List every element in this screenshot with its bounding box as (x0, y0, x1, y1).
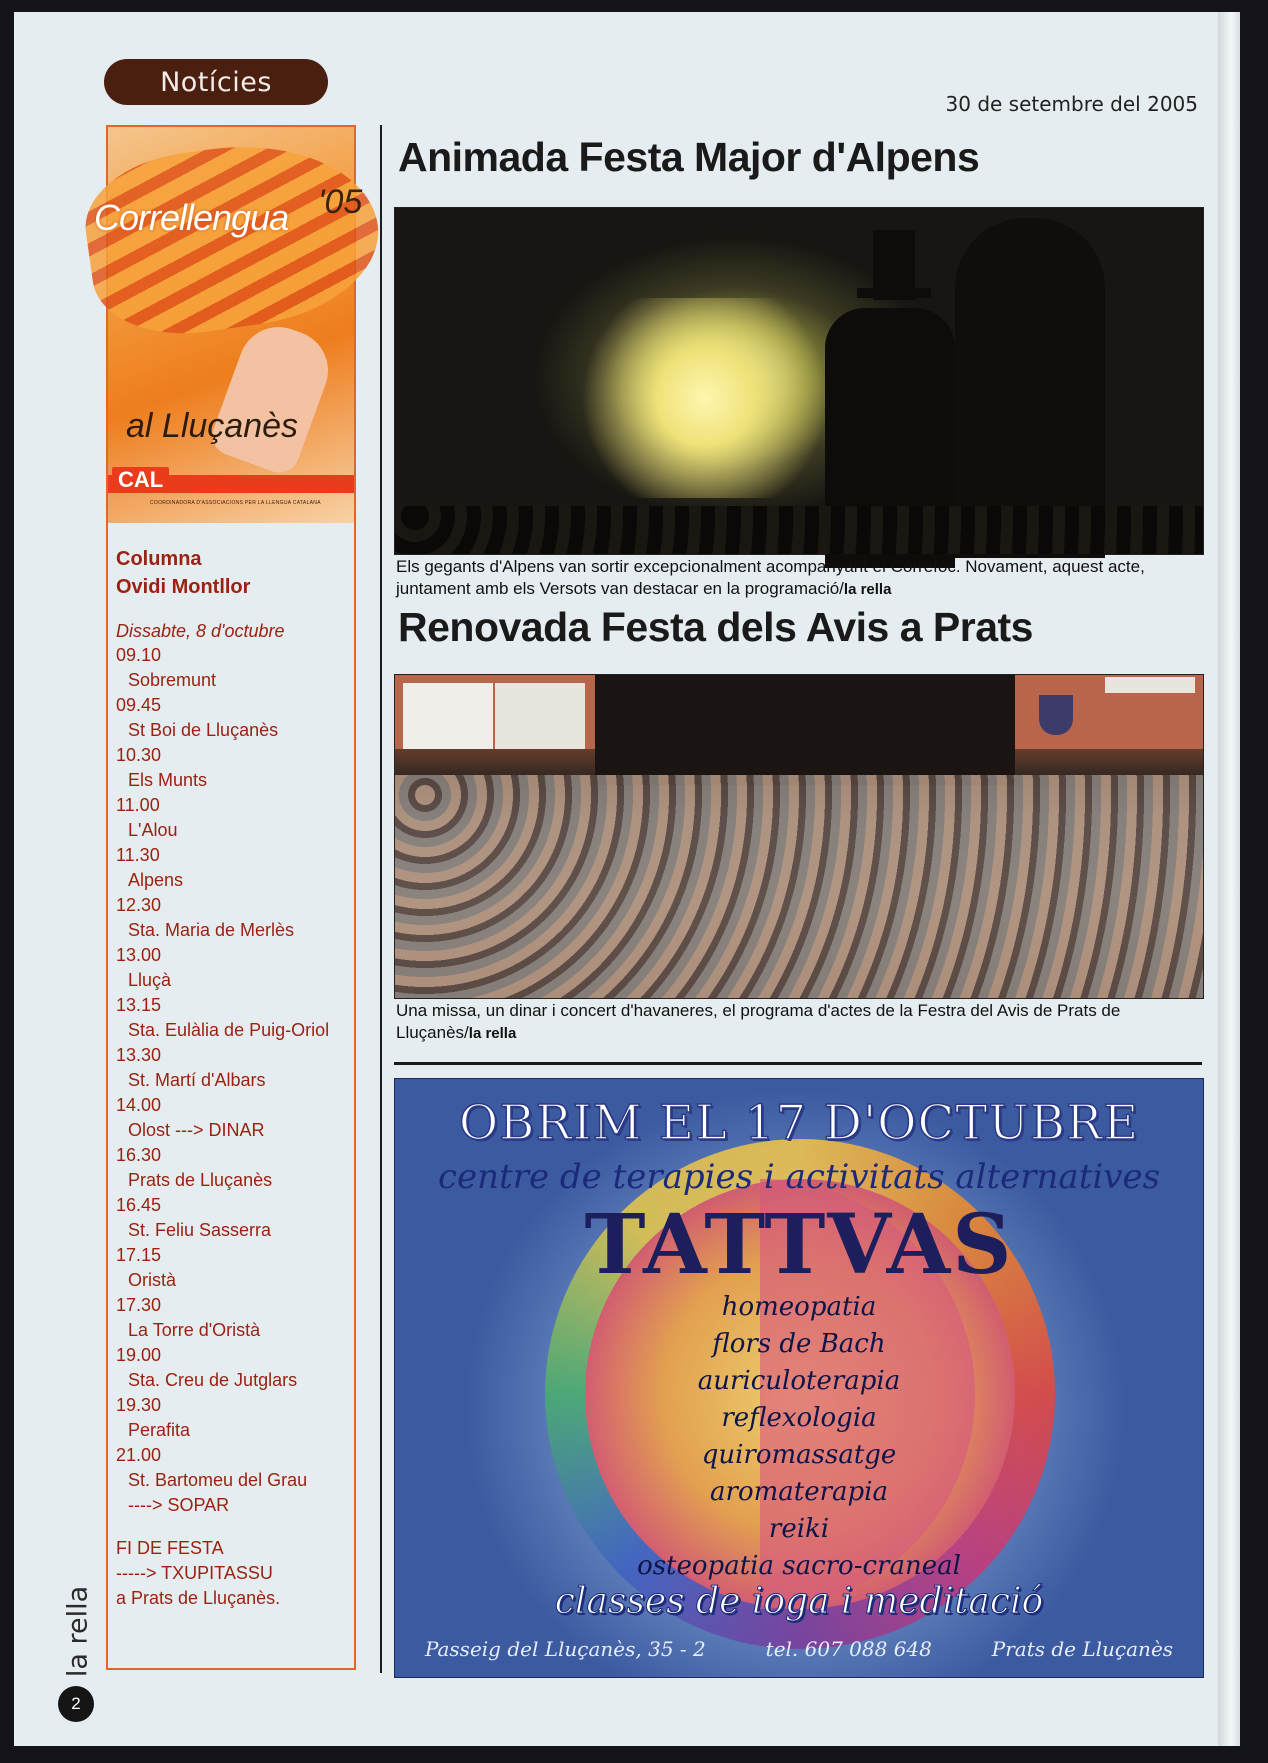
cal-logo-caption: COORDINADORA D'ASSOCIACIONS PER LA LLENGUA CATALANA (150, 500, 321, 506)
schedule-time: 13.30 (116, 1045, 162, 1065)
schedule-place: Alpens (128, 870, 184, 890)
ad-title: OBRIM EL 17 D'OCTUBRE (458, 1095, 1140, 1151)
ad-phone: tel. 607 088 648 (765, 1637, 932, 1661)
fireworks-glow (545, 298, 865, 498)
poster-hand-image (207, 316, 339, 478)
schedule-end (116, 1536, 352, 1611)
notice-board (495, 683, 585, 749)
column-divider (380, 125, 382, 1673)
schedule-place: Sobremunt (128, 670, 217, 690)
poster-subtitle: al Lluçanès (126, 407, 299, 445)
schedule-place: Perafita (128, 1420, 191, 1440)
schedule-place: Els Munts (128, 770, 208, 790)
schedule-place: Sta. Eulàlia de Puig-Oriol (128, 1020, 330, 1040)
article2-credit: la rella (468, 1025, 517, 1042)
schedule-time: 12.30 (116, 895, 162, 915)
schedule-time: 19.00 (116, 1345, 162, 1365)
schedule-time: 11.30 (116, 845, 160, 865)
article1-credit: la rella (843, 581, 892, 598)
page-spine (1218, 12, 1240, 1746)
ad-services-list (395, 1289, 1203, 1585)
schedule-time: 13.00 (116, 945, 162, 965)
schedule-list (116, 643, 352, 1493)
schedule-time: 21.00 (116, 1445, 162, 1465)
poster-year: '05 (318, 183, 363, 221)
crowd-silhouettes (395, 506, 1203, 554)
article2-photo (394, 674, 1204, 999)
ad-service-item: reiki (768, 1514, 830, 1544)
stage (595, 675, 1015, 785)
ad-service-item: quiromassatge (701, 1440, 897, 1470)
schedule-time: 19.30 (116, 1395, 162, 1415)
sidebar-heading-1: Columna (116, 548, 202, 570)
ad-footer: classes de ioga i meditació (554, 1581, 1044, 1622)
ad-service-item: aromaterapia (710, 1477, 888, 1507)
article1-photo (394, 207, 1204, 555)
schedule-place: Olost ---> DINAR (128, 1120, 265, 1140)
magazine-page (14, 12, 1240, 1746)
section-rule (394, 1062, 1202, 1065)
schedule-time: 17.30 (116, 1295, 162, 1315)
schedule-time: 14.00 (116, 1095, 162, 1115)
notice-board (1105, 677, 1195, 693)
correllengua-poster (94, 127, 363, 523)
schedule-time: 16.30 (116, 1145, 162, 1165)
giant-hat-brim (857, 288, 931, 298)
ad-service-item: homeopatia (721, 1292, 877, 1322)
schedule-time: 10.30 (116, 745, 162, 765)
schedule-place: Sta. Creu de Jutglars (128, 1370, 298, 1390)
schedule-place: St. Martí d'Albars (128, 1070, 266, 1090)
schedule-place: Oristà (128, 1270, 177, 1290)
ad-service-item: flors de Bach (712, 1329, 886, 1359)
poster-title: Correllengua (94, 197, 289, 238)
town-shield (1039, 695, 1073, 735)
schedule-time: 17.15 (116, 1245, 162, 1265)
ad-service-item: osteopatia sacro-craneal (637, 1551, 961, 1581)
schedule-time: 09.10 (116, 645, 162, 665)
schedule-time: 09.45 (116, 695, 162, 715)
end-line-2: -----> TXUPITASSU (116, 1563, 273, 1583)
section-tab: Notícies (104, 59, 328, 105)
sidebar-heading-2: Ovidi Montllor (116, 576, 251, 598)
article1-caption-text: Els gegants d'Alpens van sortir excepcionalment acompanyant el Correfoc. Novament, aquest acte, juntament amb els Versots van destacar en la programació/ (396, 557, 1145, 598)
dining-crowd (395, 775, 1203, 998)
schedule-time: 16.45 (116, 1195, 162, 1215)
schedule-place: Prats de Lluçanès (128, 1170, 273, 1190)
article2-caption-text: Una missa, un dinar i concert d'havaneres, el programa d'actes de la Festra del Avis de Prats de Lluçanès/ (396, 1001, 1121, 1042)
page-number: 2 (58, 1686, 94, 1722)
schedule-after: ----> SOPAR (128, 1495, 230, 1515)
end-line-3: a Prats de Lluçanès. (116, 1588, 281, 1608)
schedule-place: Lluçà (128, 970, 172, 990)
end-line-1: FI DE FESTA (116, 1538, 224, 1558)
ad-subtitle: centre de terapies i activitats alternatives (437, 1157, 1161, 1197)
article1-headline: Animada Festa Major d'Alpens (398, 134, 980, 180)
schedule-place: La Torre d'Oristà (128, 1320, 261, 1340)
schedule-place: Sta. Maria de Merlès (128, 920, 295, 940)
schedule-place: L'Alou (128, 820, 178, 840)
schedule-place: St. Bartomeu del Grau (128, 1470, 308, 1490)
cal-logo: CAL (112, 467, 169, 493)
schedule-time: 11.00 (116, 795, 160, 815)
vertical-brand (58, 1572, 98, 1692)
issue-date: 30 de setembre del 2005 (945, 92, 1198, 116)
ad-town: Prats de Lluçanès (991, 1637, 1174, 1661)
article2-caption (396, 1000, 1202, 1045)
ad-address: Passeig del Lluçanès, 35 - 2 (424, 1637, 706, 1661)
vertical-brand-text: la rella (62, 1585, 94, 1678)
article2-headline: Renovada Festa dels Avis a Prats (398, 604, 1033, 650)
schedule-time: 13.15 (116, 995, 162, 1015)
sidebar-schedule (116, 545, 352, 1611)
schedule-day: Dissabte, 8 d'octubre (116, 621, 285, 641)
tattvas-advertisement (394, 1078, 1204, 1678)
sidebar-column (94, 125, 363, 1670)
schedule-place: St. Feliu Sasserra (128, 1220, 272, 1240)
ad-contact (395, 1637, 1203, 1661)
ad-brand: TATTVAS (584, 1197, 1014, 1293)
article1-caption (396, 556, 1202, 601)
ad-service-item: reflexologia (721, 1403, 877, 1433)
ad-service-item: auriculoterapia (697, 1366, 901, 1396)
notice-board (403, 683, 493, 749)
schedule-place: St Boi de Lluçanès (128, 720, 279, 740)
